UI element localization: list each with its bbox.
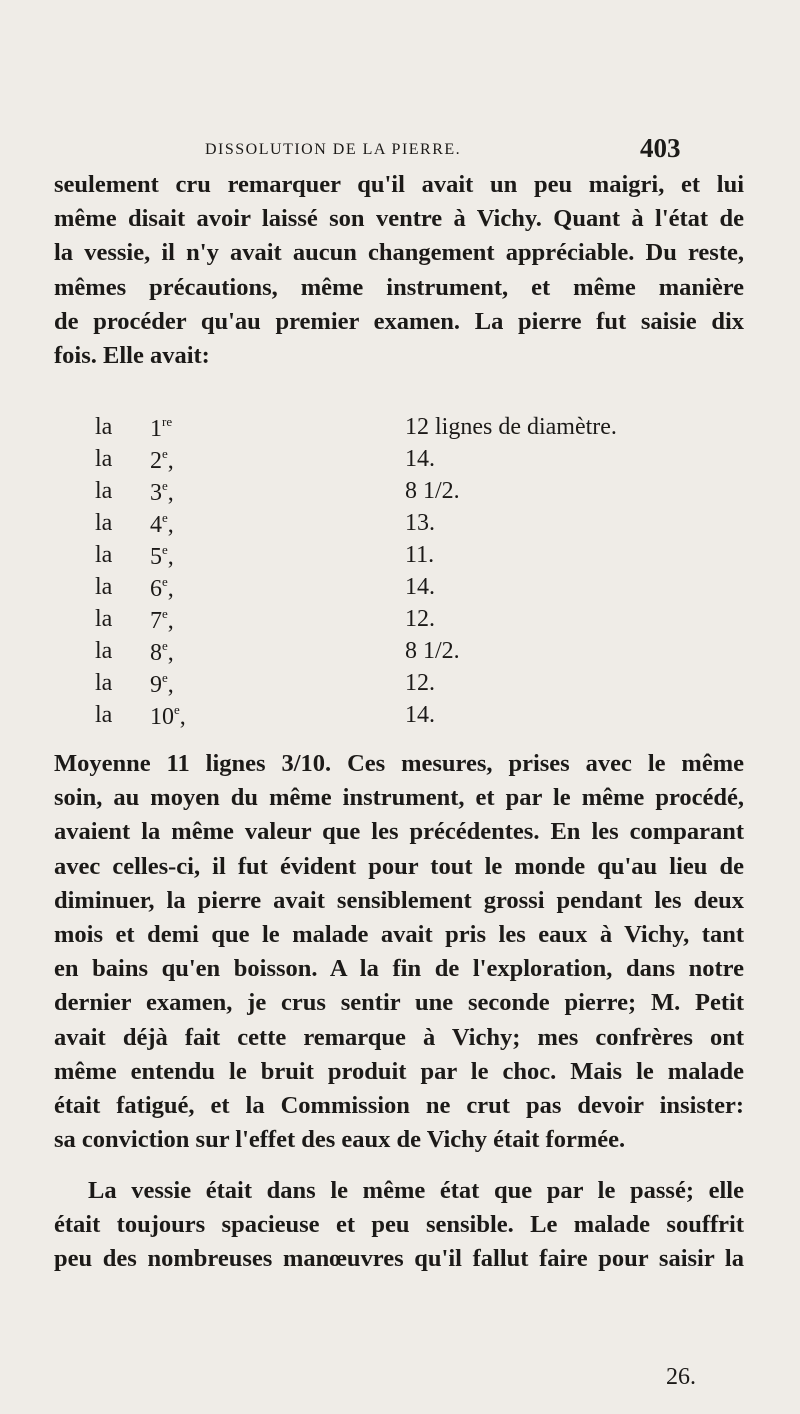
row-value: 12.	[405, 670, 435, 696]
row-article: la	[95, 414, 113, 440]
page-number: 403	[640, 133, 681, 163]
row-value: 14.	[405, 574, 435, 600]
paragraph-vessie	[54, 1174, 744, 1277]
row-article: la	[95, 670, 113, 696]
row-ordinal	[150, 574, 174, 603]
ordinal-punct: ,	[167, 640, 174, 666]
ordinal-number: 9	[150, 672, 162, 698]
row-ordinal	[150, 606, 174, 635]
row-value: 13.	[405, 510, 435, 536]
ordinal-punct: ,	[167, 448, 174, 474]
ordinal-number: 1	[150, 416, 162, 442]
text-line: avec celles-ci, il fut évident pour tout le monde qu'au lieu de	[54, 852, 744, 880]
ordinal-number: 3	[150, 480, 162, 506]
text-line: même disait avoir laissé son ventre à Vichy. Quant à l'état de	[54, 205, 744, 233]
text-line: avaient la même valeur que les précédentes. En les comparant	[54, 818, 744, 846]
text-line: en bains qu'en boisson. A la fin de l'exploration, dans notre	[54, 955, 744, 983]
row-ordinal	[150, 702, 186, 731]
row-ordinal	[150, 510, 174, 539]
paragraph-moyenne	[54, 747, 744, 1157]
text-line: sa conviction sur l'effet des eaux de Vichy était formée.	[54, 1126, 626, 1154]
text-line: peu des nombreuses manœuvres qu'il fallut faire pour saisir la	[54, 1245, 744, 1273]
ordinal-suffix: e	[162, 670, 168, 685]
text-line: mois et demi que le malade avait pris les eaux à Vichy, tant	[54, 921, 744, 949]
ordinal-suffix: e	[162, 446, 168, 461]
ordinal-suffix: e	[162, 574, 168, 589]
ordinal-suffix: e	[162, 638, 168, 653]
ordinal-suffix: e	[162, 478, 168, 493]
row-ordinal	[150, 670, 174, 699]
ordinal-number: 7	[150, 608, 162, 634]
row-article: la	[95, 542, 113, 568]
text-line: mêmes précautions, même instrument, et même manière	[54, 273, 744, 301]
ordinal-suffix: re	[162, 414, 173, 429]
ordinal-suffix: e	[162, 510, 168, 525]
text-line: soin, au moyen du même instrument, et par le même procédé,	[54, 784, 744, 812]
ordinal-suffix: e	[162, 542, 168, 557]
row-value: 14.	[405, 446, 435, 472]
row-ordinal	[150, 446, 174, 475]
row-article: la	[95, 446, 113, 472]
paragraph-intro	[54, 168, 744, 373]
text-line: même entendu le bruit produit par le choc. Mais le malade	[54, 1057, 744, 1085]
ordinal-punct: ,	[167, 672, 174, 698]
row-article: la	[95, 574, 113, 600]
page-signature: 26.	[666, 1364, 696, 1390]
text-line: de procéder qu'au premier examen. La pierre fut saisie dix	[54, 307, 744, 335]
ordinal-punct: ,	[167, 608, 174, 634]
ordinal-number: 10	[150, 704, 174, 730]
ordinal-punct: ,	[167, 480, 174, 506]
ordinal-punct: ,	[167, 544, 174, 570]
row-value: 8 1/2.	[405, 638, 460, 664]
ordinal-punct: ,	[167, 512, 174, 538]
row-value: 11.	[405, 542, 435, 568]
text-line: Moyenne 11 lignes 3/10. Ces mesures, prises avec le même	[54, 750, 744, 777]
row-value: 14.	[405, 702, 435, 728]
text-line: fois. Elle avait:	[54, 342, 210, 370]
ordinal-number: 8	[150, 640, 162, 666]
text-line: La vessie était dans le même état que par le passé; elle	[88, 1177, 744, 1204]
row-article: la	[95, 478, 113, 504]
text-line: diminuer, la pierre avait sensiblement grossi pendant les deux	[54, 886, 744, 914]
running-title: DISSOLUTION DE LA PIERRE.	[205, 141, 462, 158]
row-article: la	[95, 606, 113, 632]
text-line: avait déjà fait cette remarque à Vichy; mes confrères ont	[54, 1023, 744, 1051]
text-line: dernier examen, je crus sentir une seconde pierre; M. Petit	[54, 989, 744, 1017]
row-ordinal	[150, 478, 174, 507]
row-article: la	[95, 510, 113, 536]
text-line: était toujours spacieuse et peu sensible. Le malade souffrit	[54, 1211, 744, 1239]
text-line: seulement cru remarquer qu'il avait un peu maigri, et lui	[54, 171, 744, 198]
ordinal-number: 4	[150, 512, 162, 538]
row-value: 12.	[405, 606, 435, 632]
ordinal-punct: ,	[179, 704, 186, 730]
row-ordinal	[150, 638, 174, 667]
ordinal-suffix: e	[162, 606, 168, 621]
ordinal-suffix: e	[174, 702, 180, 717]
row-article: la	[95, 702, 113, 728]
text-line: était fatigué, et la Commission ne crut pas devoir insister:	[54, 1092, 744, 1120]
ordinal-number: 6	[150, 576, 162, 602]
ordinal-number: 5	[150, 544, 162, 570]
ordinal-punct: ,	[167, 576, 174, 602]
row-value: 12 lignes de diamètre.	[405, 414, 617, 440]
row-article: la	[95, 638, 113, 664]
row-ordinal	[150, 414, 172, 443]
ordinal-number: 2	[150, 448, 162, 474]
row-value: 8 1/2.	[405, 478, 460, 504]
row-ordinal	[150, 542, 174, 571]
text-line: la vessie, il n'y avait aucun changement appréciable. Du reste,	[54, 239, 744, 267]
